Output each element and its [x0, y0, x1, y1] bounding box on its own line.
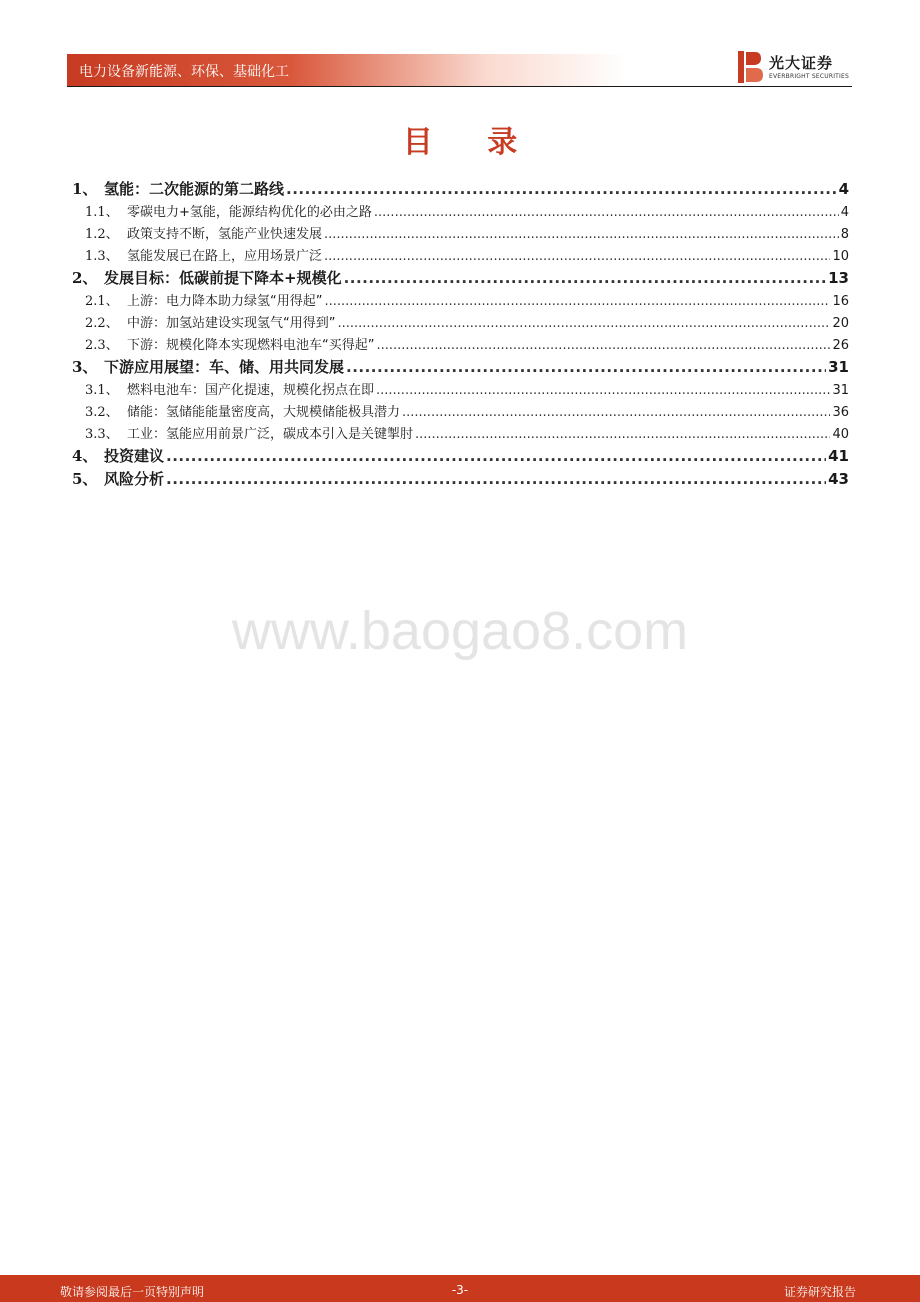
logo-en-text: EVERBRIGHT SECURITIES — [769, 73, 849, 80]
footer-bar — [0, 1275, 920, 1302]
toc-entry-number: 3.2、 — [85, 405, 119, 420]
toc-entry-number: 2.3、 — [85, 338, 119, 353]
toc-entry[interactable] — [72, 468, 849, 491]
toc-entry-page: 31 — [828, 358, 849, 376]
header-divider — [67, 86, 852, 87]
toc-dot-leader — [324, 227, 839, 242]
toc-entry-page: 4 — [840, 205, 849, 220]
toc-dot-leader — [374, 205, 839, 220]
toc-entry[interactable] — [72, 423, 849, 445]
toc-entry-title: 政策支持不断，氢能产业快速发展 — [127, 227, 323, 242]
toc-entry-page: 41 — [828, 447, 849, 465]
toc-entry[interactable] — [72, 178, 849, 201]
toc-entry-page: 40 — [832, 427, 849, 442]
toc-entry-title: 中游：加氢站建设实现氢气“用得到” — [127, 316, 336, 331]
toc-entry[interactable] — [72, 201, 849, 223]
toc-entry-page: 43 — [828, 470, 849, 488]
toc-dot-leader — [376, 338, 830, 353]
toc-entry-number: 1.2、 — [85, 227, 119, 242]
toc-dot-leader — [344, 269, 827, 287]
toc-dot-leader — [324, 294, 830, 309]
toc-entry-title: 发展目标：低碳前提下降本+规模化 — [104, 269, 342, 287]
toc-dot-leader — [337, 316, 830, 331]
toc-entry-number: 2、 — [72, 269, 98, 287]
toc-entry-title: 下游：规模化降本实现燃料电池车“买得起” — [127, 338, 375, 353]
everbright-logo-icon — [738, 51, 764, 83]
toc-dot-leader — [166, 470, 826, 488]
toc-entry-page: 36 — [832, 405, 849, 420]
toc-entry[interactable] — [72, 223, 849, 245]
toc-entry-page: 13 — [828, 269, 849, 287]
toc-entry-title: 氢能发展已在路上，应用场景广泛 — [127, 249, 323, 264]
toc-dot-leader — [324, 249, 830, 264]
toc-entry-page: 20 — [832, 316, 849, 331]
toc-entry-number: 5、 — [72, 470, 98, 488]
toc-dot-leader — [346, 358, 826, 376]
toc-entry-title: 风险分析 — [104, 470, 165, 488]
footer-disclaimer: 敬请参阅最后一页特别声明 — [60, 1285, 205, 1299]
brand-logo — [738, 51, 852, 83]
table-of-contents — [72, 178, 849, 491]
toc-entry-page: 4 — [838, 180, 849, 198]
toc-entry-number: 2.2、 — [85, 316, 119, 331]
toc-entry-title: 下游应用展望：车、储、用共同发展 — [104, 358, 345, 376]
header-band — [67, 54, 627, 86]
toc-entry-number: 3、 — [72, 358, 98, 376]
toc-entry-number: 1.3、 — [85, 249, 119, 264]
toc-entry-number: 1、 — [72, 180, 98, 198]
toc-entry-number: 3.1、 — [85, 383, 119, 398]
toc-dot-leader — [286, 180, 837, 198]
toc-entry-title: 储能：氢储能能量密度高，大规模储能极具潜力 — [127, 405, 401, 420]
toc-entry-title: 零碳电力+氢能，能源结构优化的必由之路 — [127, 205, 372, 220]
toc-entry-title: 工业：氢能应用前景广泛，碳成本引入是关键掣肘 — [127, 427, 414, 442]
toc-entry[interactable] — [72, 290, 849, 312]
toc-entry[interactable] — [72, 401, 849, 423]
toc-entry[interactable] — [72, 445, 849, 468]
toc-entry-title: 燃料电池车：国产化提速，规模化拐点在即 — [127, 383, 375, 398]
toc-dot-leader — [166, 447, 826, 465]
footer-report-type: 证券研究报告 — [783, 1285, 856, 1299]
toc-entry[interactable] — [72, 312, 849, 334]
toc-dot-leader — [376, 383, 830, 398]
logo-cn-text: 光大证券 — [769, 54, 834, 72]
toc-entry[interactable] — [72, 334, 849, 356]
toc-title: 目 录 — [402, 125, 540, 160]
toc-entry-number: 3.3、 — [85, 427, 119, 442]
toc-entry-title: 投资建议 — [104, 447, 165, 465]
toc-entry-title: 氢能：二次能源的第二路线 — [104, 180, 285, 198]
toc-entry-number: 2.1、 — [85, 294, 119, 309]
toc-entry-page: 16 — [832, 294, 849, 309]
toc-entry-page: 8 — [840, 227, 849, 242]
toc-entry-title: 上游：电力降本助力绿氢“用得起” — [127, 294, 323, 309]
toc-entry[interactable] — [72, 267, 849, 290]
footer-page-number: -3- — [451, 1283, 469, 1297]
toc-entry[interactable] — [72, 356, 849, 379]
toc-entry-number: 1.1、 — [85, 205, 119, 220]
toc-entry-number: 4、 — [72, 447, 98, 465]
toc-entry[interactable] — [72, 379, 849, 401]
toc-dot-leader — [402, 405, 830, 420]
toc-entry-page: 26 — [832, 338, 849, 353]
header-section-title: 电力设备新能源、环保、基础化工 — [79, 64, 289, 80]
toc-entry-page: 31 — [832, 383, 849, 398]
watermark: www.baogao8.com — [231, 601, 689, 661]
toc-entry-page: 10 — [832, 249, 849, 264]
toc-entry[interactable] — [72, 245, 849, 267]
toc-dot-leader — [415, 427, 830, 442]
